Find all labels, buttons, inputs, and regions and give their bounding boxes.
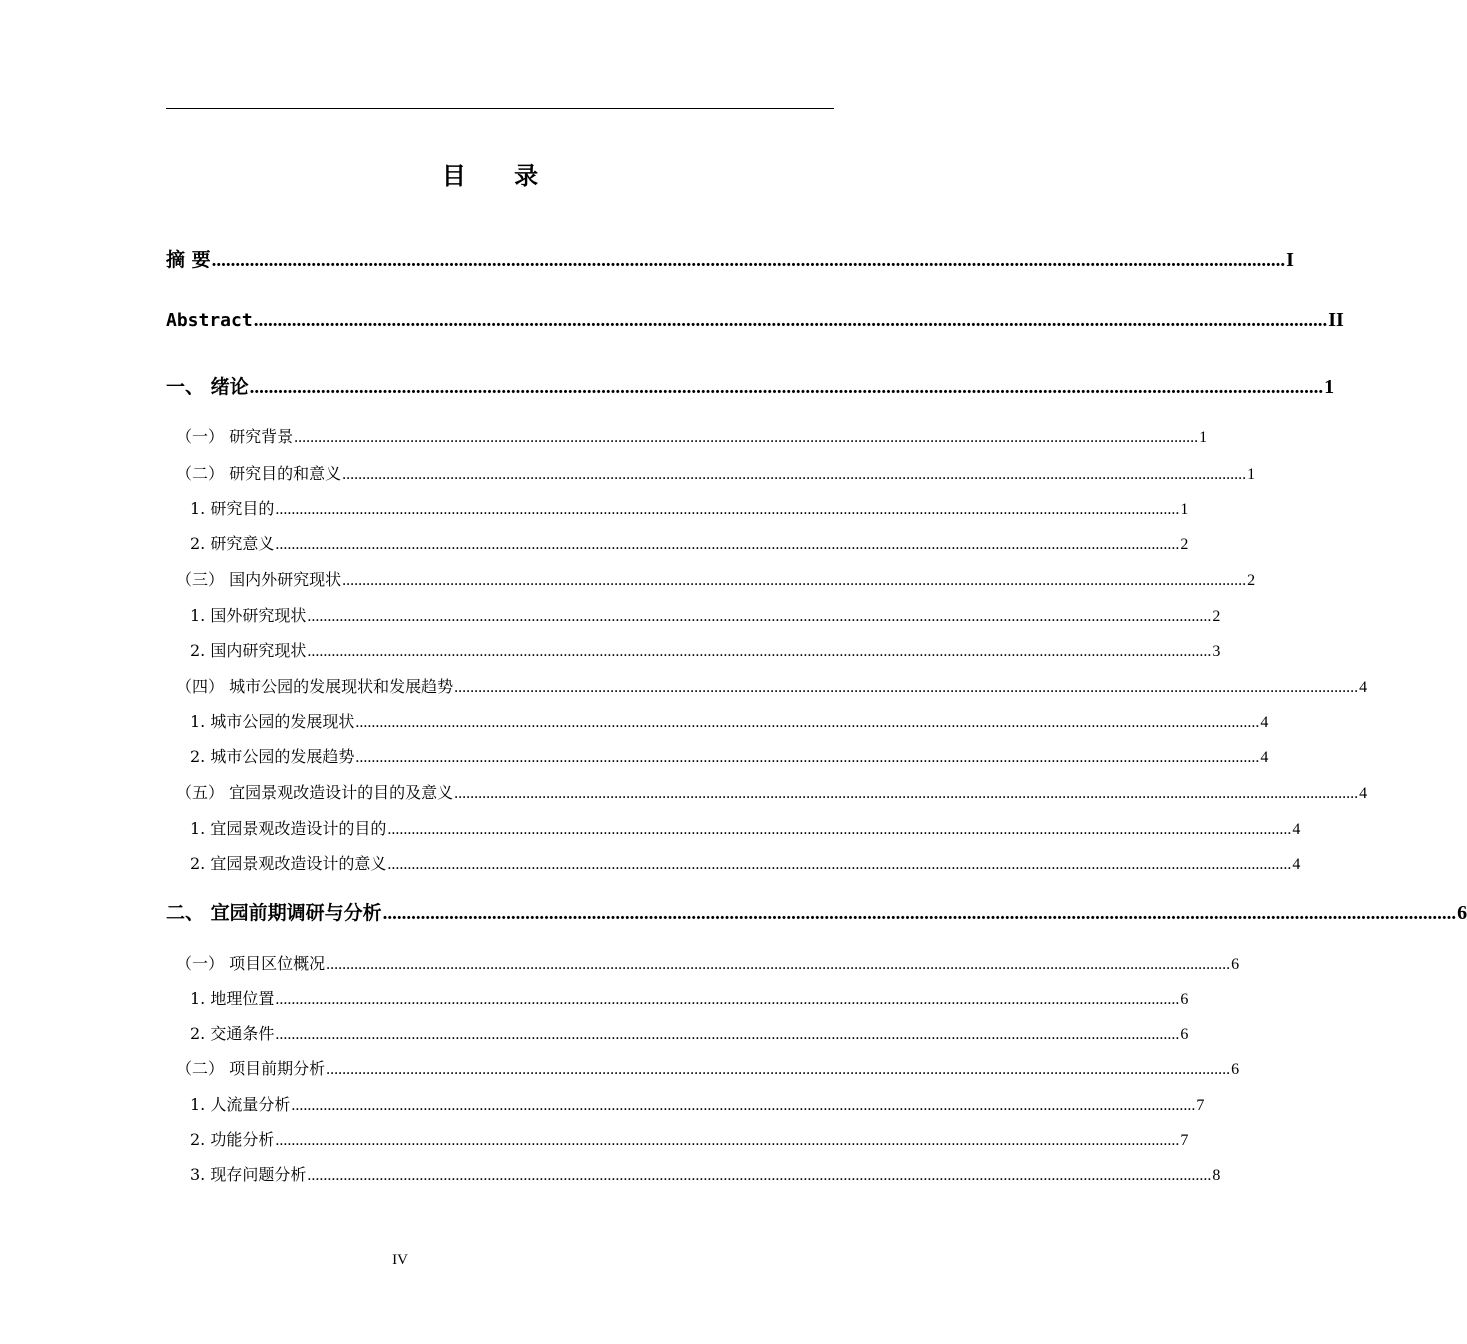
dot-leader: .................................................................................................................................................................................................................................. <box>387 821 1292 838</box>
toc-entry-label: （三） 国内外研究现状 <box>176 570 342 589</box>
header-rule <box>166 108 834 109</box>
toc-entry-label: 3. 现存问题分析 <box>190 1165 307 1184</box>
toc-entry-page: I <box>1286 249 1294 271</box>
toc-entry-page: 4 <box>1359 785 1368 802</box>
toc-entry-subsection[interactable] <box>166 744 1269 767</box>
toc-entry-page: 4 <box>1292 856 1301 873</box>
toc-entry-subsection[interactable] <box>166 496 1189 519</box>
toc-entry-page: 3 <box>1212 643 1221 660</box>
toc-entry-subsection[interactable] <box>166 851 1301 874</box>
dot-leader: .................................................................................................................................................................................................................................. <box>454 679 1359 696</box>
toc-entry-page: 1 <box>1247 466 1256 483</box>
toc-entry-page: 6 <box>1180 991 1189 1008</box>
toc-entry-page: 1 <box>1180 501 1189 518</box>
toc-entry-page: 4 <box>1359 679 1368 696</box>
toc-entry-page: 4 <box>1260 714 1269 731</box>
toc-entry-page: II <box>1328 309 1344 331</box>
toc-entry-label: 1. 人流量分析 <box>190 1095 291 1114</box>
toc-entry-page: 6 <box>1457 902 1467 924</box>
toc-entry-subsection[interactable] <box>166 603 1221 626</box>
dot-leader: .................................................................................................................................................................................................................................. <box>249 377 1324 398</box>
toc-entry-subsection[interactable] <box>166 638 1221 661</box>
toc-entry-label: 2. 交通条件 <box>190 1024 275 1043</box>
toc-entry-subsection[interactable] <box>166 709 1269 732</box>
toc-entry-page: 8 <box>1212 1167 1221 1184</box>
dot-leader: .................................................................................................................................................................................................................................. <box>275 501 1180 518</box>
toc-entry-page: 2 <box>1180 536 1189 553</box>
toc-entry-label: 1. 城市公园的发展现状 <box>190 712 355 731</box>
toc-entry-subsection[interactable] <box>166 1092 1205 1115</box>
toc-entry-page: 2 <box>1247 572 1256 589</box>
toc-entry-label: 2. 研究意义 <box>190 534 275 553</box>
toc-entry-section[interactable] <box>166 567 1256 590</box>
dot-leader: .................................................................................................................................................................................................................................. <box>275 991 1180 1008</box>
dot-leader: .................................................................................................................................................................................................................................. <box>342 466 1247 483</box>
dot-leader: .................................................................................................................................................................................................................................. <box>294 429 1199 446</box>
dot-leader: .................................................................................................................................................................................................................................. <box>342 572 1247 589</box>
toc-entry-page: 6 <box>1231 1061 1240 1078</box>
toc-entry-subsection[interactable] <box>166 1021 1189 1044</box>
dot-leader: .................................................................................................................................................................................................................................. <box>307 643 1212 660</box>
toc-entry-subsection[interactable] <box>166 816 1301 839</box>
toc-entry-label: （四） 城市公园的发展现状和发展趋势 <box>176 677 454 696</box>
toc-entry-section[interactable] <box>166 951 1240 974</box>
toc-entry-label: 摘 要 <box>166 249 211 271</box>
toc-entry-label: （二） 项目前期分析 <box>176 1059 326 1078</box>
toc-entry-page: 7 <box>1180 1132 1189 1149</box>
toc-entry-label: （二） 研究目的和意义 <box>176 464 342 483</box>
toc-entry-label: 一、 绪论 <box>166 376 249 398</box>
toc-entry-label: （一） 项目区位概况 <box>176 954 326 973</box>
page-title: 目 录 <box>441 162 559 190</box>
toc-entry-label: 2. 宜园景观改造设计的意义 <box>190 854 387 873</box>
toc-entry-chapter-2[interactable] <box>166 898 1467 925</box>
toc-entry-subsection[interactable] <box>166 1127 1189 1150</box>
dot-leader: .................................................................................................................................................................................................................................. <box>454 785 1359 802</box>
toc-entry-label: 1. 研究目的 <box>190 499 275 518</box>
toc-entry-page: 2 <box>1212 608 1221 625</box>
dot-leader: .................................................................................................................................................................................................................................. <box>275 1132 1180 1149</box>
toc-entry-label: 1. 国外研究现状 <box>190 606 307 625</box>
dot-leader: .................................................................................................................................................................................................................................. <box>387 856 1292 873</box>
dot-leader: .................................................................................................................................................................................................................................. <box>382 903 1457 924</box>
dot-leader: .................................................................................................................................................................................................................................. <box>211 250 1286 271</box>
toc-entry-label: （五） 宜园景观改造设计的目的及意义 <box>176 783 454 802</box>
toc-entry-page: 1 <box>1199 429 1208 446</box>
dot-leader: .................................................................................................................................................................................................................................. <box>275 1026 1180 1043</box>
toc-entry-label: 2. 功能分析 <box>190 1130 275 1149</box>
dot-leader: .................................................................................................................................................................................................................................. <box>253 310 1328 331</box>
dot-leader: .................................................................................................................................................................................................................................. <box>326 956 1231 973</box>
dot-leader: .................................................................................................................................................................................................................................. <box>307 1167 1212 1184</box>
toc-entry-page: 7 <box>1196 1097 1205 1114</box>
toc-entry-chapter-1[interactable] <box>166 372 1335 399</box>
toc-entry-label: 2. 国内研究现状 <box>190 641 307 660</box>
toc-entry-page: 4 <box>1260 749 1269 766</box>
page-number-footer: IV <box>392 1252 408 1268</box>
toc-entry-section[interactable] <box>166 1056 1240 1079</box>
toc-entry-abstract-en[interactable] <box>166 309 1344 332</box>
toc-entry-section[interactable] <box>166 424 1208 447</box>
toc-entry-label: 2. 城市公园的发展趋势 <box>190 747 355 766</box>
toc-entry-section[interactable] <box>166 461 1256 484</box>
toc-entry-section[interactable] <box>166 674 1368 697</box>
dot-leader: .................................................................................................................................................................................................................................. <box>355 714 1260 731</box>
toc-entry-label: （一） 研究背景 <box>176 427 294 446</box>
toc-entry-page: 6 <box>1180 1026 1189 1043</box>
toc-entry-page: 4 <box>1292 821 1301 838</box>
toc-entry-label: Abstract <box>166 310 253 331</box>
toc-entry-subsection[interactable] <box>166 986 1189 1009</box>
toc-entry-page: 6 <box>1231 956 1240 973</box>
toc-entry-page: 1 <box>1324 376 1335 398</box>
toc-entry-subsection[interactable] <box>166 531 1189 554</box>
dot-leader: .................................................................................................................................................................................................................................. <box>355 749 1260 766</box>
dot-leader: .................................................................................................................................................................................................................................. <box>307 608 1212 625</box>
dot-leader: .................................................................................................................................................................................................................................. <box>275 536 1180 553</box>
toc-entry-label: 二、 宜园前期调研与分析 <box>166 902 382 924</box>
toc-entry-abstract-cn[interactable] <box>166 245 1294 272</box>
toc-entry-subsection[interactable] <box>166 1162 1221 1185</box>
toc-entry-label: 1. 宜园景观改造设计的目的 <box>190 819 387 838</box>
toc-entry-label: 1. 地理位置 <box>190 989 275 1008</box>
dot-leader: .................................................................................................................................................................................................................................. <box>326 1061 1231 1078</box>
dot-leader: .................................................................................................................................................................................................................................. <box>291 1097 1196 1114</box>
toc-entry-section[interactable] <box>166 780 1368 803</box>
